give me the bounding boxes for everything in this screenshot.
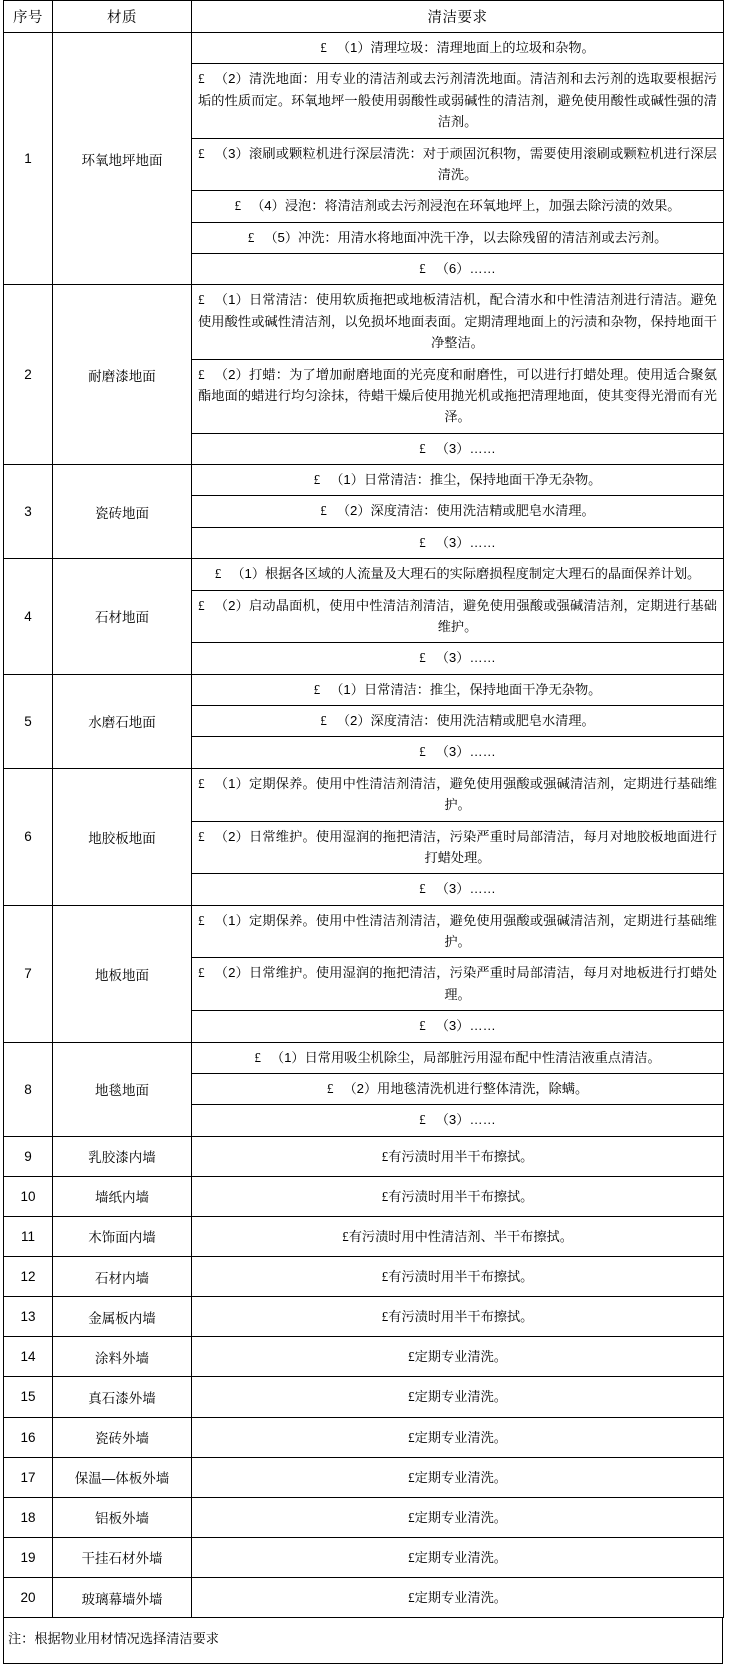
bullet-marker-icon: £ bbox=[381, 1188, 389, 1204]
column-header-requirement: 清洁要求 bbox=[192, 1, 724, 33]
table-row bbox=[4, 285, 724, 465]
cell-sequence: 7 bbox=[4, 905, 53, 1042]
table-row bbox=[4, 768, 724, 905]
cell-sequence: 13 bbox=[4, 1297, 53, 1337]
requirement-item-text bbox=[192, 285, 723, 359]
bullet-marker-icon: £ bbox=[408, 1389, 415, 1405]
requirement-item-text bbox=[192, 254, 723, 285]
cell-requirement bbox=[192, 285, 724, 465]
column-header-seq: 序号 bbox=[4, 1, 53, 33]
requirement-item bbox=[192, 33, 723, 64]
bullet-marker-icon: £ bbox=[381, 1148, 389, 1164]
cell-sequence: 5 bbox=[4, 674, 53, 768]
bullet-marker-icon: £ bbox=[381, 1309, 389, 1325]
table-row bbox=[4, 1216, 724, 1256]
table-header bbox=[4, 1, 724, 33]
requirement-text: 有污渍时用半干布擦拭。 bbox=[388, 1309, 534, 1325]
cell-requirement bbox=[192, 1537, 724, 1577]
table-row bbox=[4, 465, 724, 559]
requirement-item bbox=[192, 706, 723, 737]
requirement-item bbox=[192, 496, 723, 527]
cell-material: 涂料外墙 bbox=[53, 1337, 192, 1377]
requirement-text: （2）打蜡：为了增加耐磨地面的光亮度和耐磨性，可以进行打蜡处理。使用适合聚氨酯地面的蜡进行均匀涂抹，待蜡干燥后使用抛光机或拖把清理地面，使其变得光滑而有光泽。 bbox=[198, 366, 717, 425]
requirement-text: （2）用地毯清洗机进行整体清洗，除螨。 bbox=[343, 1080, 589, 1096]
requirement-text: （1）清理垃圾：清理地面上的垃圾和杂物。 bbox=[336, 40, 595, 55]
requirement-item-text bbox=[192, 433, 723, 464]
cell-material: 玻璃幕墙外墙 bbox=[53, 1578, 192, 1618]
requirement-item-text bbox=[192, 1377, 723, 1416]
requirement-text: （2）深度清洁：使用洗洁精或肥皂水清理。 bbox=[336, 503, 595, 519]
bullet-marker-icon: £ bbox=[254, 1049, 261, 1065]
cell-sequence: 15 bbox=[4, 1377, 53, 1417]
requirement-item-text bbox=[192, 590, 723, 643]
bullet-marker-icon: £ bbox=[408, 1509, 415, 1525]
cell-requirement bbox=[192, 33, 724, 285]
requirement-item-text bbox=[192, 1458, 723, 1497]
cell-sequence: 8 bbox=[4, 1042, 53, 1136]
requirement-text: （3）…… bbox=[435, 1112, 496, 1128]
requirement-item bbox=[192, 465, 723, 496]
bullet-marker-icon: £ bbox=[320, 40, 327, 55]
requirement-text: 定期专业清洗。 bbox=[414, 1429, 507, 1445]
bullet-marker-icon: £ bbox=[408, 1549, 415, 1565]
bullet-marker-icon: £ bbox=[419, 440, 426, 456]
cell-sequence: 20 bbox=[4, 1578, 53, 1618]
column-header-material: 材质 bbox=[53, 1, 192, 33]
cell-sequence: 14 bbox=[4, 1337, 53, 1377]
requirement-item-text bbox=[192, 769, 723, 821]
requirement-item-text bbox=[192, 675, 723, 706]
cell-sequence: 18 bbox=[4, 1497, 53, 1537]
requirement-text: （2）日常维护。使用湿润的拖把清洁，污染严重时局部清洁，每月对地板进行打蜡处理。 bbox=[214, 965, 717, 1002]
requirement-item-text bbox=[192, 559, 723, 590]
requirement-list bbox=[192, 769, 723, 905]
requirement-item bbox=[192, 874, 723, 905]
table-row bbox=[4, 1136, 724, 1176]
cell-requirement bbox=[192, 1337, 724, 1377]
bullet-marker-icon: £ bbox=[419, 881, 426, 897]
bullet-marker-icon: £ bbox=[419, 650, 426, 666]
requirement-item-text bbox=[192, 1538, 723, 1577]
requirement-text: 有污渍时用半干布擦拭。 bbox=[388, 1188, 534, 1204]
requirement-item bbox=[192, 285, 723, 359]
requirement-text: （1）日常清洁：推尘，保持地面干净无杂物。 bbox=[330, 472, 602, 487]
cell-requirement bbox=[192, 1417, 724, 1457]
requirement-item bbox=[192, 1011, 723, 1042]
requirement-list bbox=[192, 906, 723, 1042]
requirement-text: （5）冲洗：用清水将地面冲洗干净，以去除残留的清洁剂或去污剂。 bbox=[264, 229, 668, 245]
bullet-marker-icon: £ bbox=[198, 366, 205, 382]
requirement-text: （3）…… bbox=[435, 744, 496, 760]
cell-material: 铝板外墙 bbox=[53, 1497, 192, 1537]
cell-material: 耐磨漆地面 bbox=[53, 285, 192, 465]
requirement-list bbox=[192, 465, 723, 558]
requirement-item bbox=[192, 222, 723, 253]
table-row bbox=[4, 33, 724, 285]
cell-sequence: 9 bbox=[4, 1136, 53, 1176]
requirement-item-text bbox=[192, 359, 723, 433]
cell-sequence: 1 bbox=[4, 33, 53, 285]
bullet-marker-icon: £ bbox=[313, 681, 321, 697]
requirement-item-text bbox=[192, 222, 723, 253]
cell-sequence: 17 bbox=[4, 1457, 53, 1497]
requirement-text: （3）…… bbox=[435, 650, 496, 666]
cell-material: 金属板内墙 bbox=[53, 1297, 192, 1337]
requirement-text: 有污渍时用半干布擦拭。 bbox=[388, 1269, 534, 1284]
bullet-marker-icon: £ bbox=[408, 1469, 415, 1485]
bullet-marker-icon: £ bbox=[419, 1018, 426, 1034]
requirement-text: （3）…… bbox=[435, 1018, 496, 1034]
cell-requirement bbox=[192, 1216, 724, 1256]
requirement-item bbox=[192, 191, 723, 222]
bullet-marker-icon: £ bbox=[214, 566, 222, 582]
bullet-marker-icon: £ bbox=[342, 1228, 349, 1244]
cell-material: 乳胶漆内墙 bbox=[53, 1136, 192, 1176]
cell-material: 地毯地面 bbox=[53, 1042, 192, 1136]
bullet-marker-icon: £ bbox=[408, 1590, 415, 1605]
requirement-item bbox=[192, 527, 723, 558]
requirement-list bbox=[192, 559, 723, 674]
requirement-item-text bbox=[192, 1337, 723, 1376]
requirement-item-text bbox=[192, 1137, 723, 1176]
requirement-item bbox=[192, 590, 723, 643]
requirement-text: 定期专业清洗。 bbox=[414, 1509, 507, 1525]
requirement-item bbox=[192, 958, 723, 1011]
bullet-marker-icon: £ bbox=[419, 261, 426, 276]
requirement-text: （3）滚刷或颗粒机进行深层清洗：对于顽固沉积物，需要使用滚刷或颗粒机进行深层清洗。 bbox=[214, 145, 717, 182]
cell-material: 真石漆外墙 bbox=[53, 1377, 192, 1417]
cell-sequence: 12 bbox=[4, 1257, 53, 1297]
cell-sequence: 16 bbox=[4, 1417, 53, 1457]
cell-requirement bbox=[192, 768, 724, 905]
table-row bbox=[4, 1176, 724, 1216]
requirement-item-text bbox=[192, 1177, 723, 1216]
cell-sequence: 2 bbox=[4, 285, 53, 465]
requirement-list bbox=[192, 675, 723, 768]
requirement-item-text bbox=[192, 1043, 723, 1074]
requirement-text: 有污渍时用半干布擦拭。 bbox=[388, 1148, 534, 1164]
bullet-marker-icon: £ bbox=[198, 145, 205, 161]
bullet-marker-icon: £ bbox=[419, 744, 426, 760]
table-row bbox=[4, 1578, 724, 1618]
requirement-item-text bbox=[192, 958, 723, 1011]
cell-requirement bbox=[192, 905, 724, 1042]
bullet-marker-icon: £ bbox=[381, 1269, 389, 1284]
requirement-text: （3）…… bbox=[435, 534, 496, 550]
bullet-marker-icon: £ bbox=[408, 1429, 415, 1445]
cell-requirement bbox=[192, 1457, 724, 1497]
bullet-marker-icon: £ bbox=[326, 1080, 334, 1096]
bullet-marker-icon: £ bbox=[198, 71, 205, 87]
cell-material: 石材内墙 bbox=[53, 1257, 192, 1297]
cell-requirement bbox=[192, 1578, 724, 1618]
cell-material: 木饰面内墙 bbox=[53, 1216, 192, 1256]
requirement-text: （1）定期保养。使用中性清洁剂清洁，避免使用强酸或强碱清洁剂，定期进行基础维护。 bbox=[214, 775, 717, 813]
bullet-marker-icon: £ bbox=[320, 713, 327, 728]
requirement-text: 定期专业清洗。 bbox=[414, 1349, 507, 1365]
requirement-item-text bbox=[192, 874, 723, 905]
requirement-item-text bbox=[192, 33, 723, 64]
bullet-marker-icon: £ bbox=[419, 534, 426, 550]
requirement-item bbox=[192, 906, 723, 958]
cell-requirement bbox=[192, 559, 724, 675]
requirement-text: 有污渍时用中性清洁剂、半干布擦拭。 bbox=[348, 1228, 573, 1244]
bullet-marker-icon: £ bbox=[198, 597, 205, 613]
table-row bbox=[4, 1337, 724, 1377]
requirement-item bbox=[192, 821, 723, 874]
requirement-item bbox=[192, 737, 723, 768]
requirement-list bbox=[192, 33, 723, 284]
requirement-item bbox=[192, 138, 723, 191]
bullet-marker-icon: £ bbox=[408, 1349, 415, 1365]
bullet-marker-icon: £ bbox=[419, 1112, 426, 1128]
requirement-item-text bbox=[192, 1498, 723, 1537]
requirement-text: 定期专业清洗。 bbox=[414, 1590, 507, 1605]
table-header-row bbox=[4, 1, 724, 33]
table-note: 注：根据物业用材情况选择清洁要求 bbox=[3, 1618, 723, 1664]
cell-material: 水磨石地面 bbox=[53, 674, 192, 768]
requirement-text: （1）定期保养。使用中性清洁剂清洁，避免使用强酸或强碱清洁剂，定期进行基础维护。 bbox=[214, 912, 717, 949]
cell-requirement bbox=[192, 674, 724, 768]
cell-material: 地板地面 bbox=[53, 905, 192, 1042]
bullet-marker-icon: £ bbox=[198, 965, 205, 981]
requirement-text: （2）清洗地面：用专业的清洁剂或去污剂清洗地面。清洁剂和去污剂的选取要根据污垢的性质而定。环氧地坪一般使用弱酸性或弱碱性的清洁剂，避免使用酸性或碱性强的清洁剂。 bbox=[198, 71, 717, 130]
cell-material: 石材地面 bbox=[53, 559, 192, 675]
requirement-item bbox=[192, 64, 723, 138]
requirement-text: （1）根据各区域的人流量及大理石的实际磨损程度制定大理石的晶面保养计划。 bbox=[231, 566, 701, 582]
requirement-text: （3）…… bbox=[435, 881, 496, 897]
bullet-marker-icon: £ bbox=[234, 198, 242, 214]
table-row bbox=[4, 1537, 724, 1577]
requirement-item bbox=[192, 643, 723, 674]
cell-material: 环氧地坪地面 bbox=[53, 33, 192, 285]
bullet-marker-icon: £ bbox=[313, 472, 321, 487]
requirement-item bbox=[192, 1043, 723, 1074]
requirement-item-text bbox=[192, 906, 723, 958]
table-row bbox=[4, 1257, 724, 1297]
requirement-text: （1）日常清洁：推尘，保持地面干净无杂物。 bbox=[330, 681, 602, 697]
cell-material: 瓷砖外墙 bbox=[53, 1417, 192, 1457]
requirement-item-text bbox=[192, 1418, 723, 1457]
requirement-list bbox=[192, 1043, 723, 1136]
cell-sequence: 6 bbox=[4, 768, 53, 905]
cell-sequence: 11 bbox=[4, 1216, 53, 1256]
cell-requirement bbox=[192, 1042, 724, 1136]
requirement-item bbox=[192, 675, 723, 706]
requirement-item-text bbox=[192, 191, 723, 222]
cell-requirement bbox=[192, 1297, 724, 1337]
requirement-item-text bbox=[192, 64, 723, 138]
cell-requirement bbox=[192, 1377, 724, 1417]
requirement-text: （1）日常清洁：使用软质拖把或地板清洁机，配合清水和中性清洁剂进行清洁。避免使用酸性或碱性清洁剂，以免损坏地面表面。定期清理地面上的污渍和杂物，保持地面干净整洁。 bbox=[198, 292, 717, 351]
cell-material: 墙纸内墙 bbox=[53, 1176, 192, 1216]
requirement-text: （2）深度清洁：使用洗洁精或肥皂水清理。 bbox=[336, 713, 595, 728]
cell-material: 瓷砖地面 bbox=[53, 465, 192, 559]
table-row bbox=[4, 1497, 724, 1537]
requirement-item-text bbox=[192, 737, 723, 768]
bullet-marker-icon: £ bbox=[198, 912, 205, 928]
bullet-marker-icon: £ bbox=[198, 828, 205, 844]
table-row bbox=[4, 674, 724, 768]
requirement-item-text bbox=[192, 465, 723, 496]
requirement-text: 定期专业清洗。 bbox=[414, 1469, 507, 1485]
bullet-marker-icon: £ bbox=[320, 503, 327, 519]
table-row bbox=[4, 905, 724, 1042]
cleaning-requirements-table bbox=[3, 0, 724, 1618]
requirement-item bbox=[192, 1073, 723, 1104]
requirement-item-text bbox=[192, 1257, 723, 1296]
requirement-item-text bbox=[192, 821, 723, 874]
table-row bbox=[4, 1377, 724, 1417]
requirement-item-text bbox=[192, 527, 723, 558]
cell-sequence: 10 bbox=[4, 1176, 53, 1216]
requirement-text: （2）日常维护。使用湿润的拖把清洁，污染严重时局部清洁，每月对地胶板地面进行打蜡处理。 bbox=[214, 828, 717, 865]
requirement-text: （2）启动晶面机，使用中性清洁剂清洁，避免使用强酸或强碱清洁剂，定期进行基础维护。 bbox=[214, 597, 717, 634]
requirement-text: 定期专业清洗。 bbox=[414, 1549, 507, 1565]
requirement-item bbox=[192, 559, 723, 590]
requirement-text: （1）日常用吸尘机除尘，局部脏污用湿布配中性清洁液重点清洁。 bbox=[270, 1049, 661, 1065]
requirement-item bbox=[192, 1105, 723, 1136]
cell-sequence: 4 bbox=[4, 559, 53, 675]
requirement-item bbox=[192, 769, 723, 821]
bullet-marker-icon: £ bbox=[198, 775, 205, 791]
requirement-item-text bbox=[192, 1217, 723, 1256]
requirement-item-text bbox=[192, 706, 723, 737]
requirement-item bbox=[192, 433, 723, 464]
cell-requirement bbox=[192, 1136, 724, 1176]
requirement-text: 定期专业清洗。 bbox=[414, 1389, 507, 1405]
requirement-text: （3）…… bbox=[435, 440, 496, 456]
cell-requirement bbox=[192, 1257, 724, 1297]
cell-material: 地胶板地面 bbox=[53, 768, 192, 905]
cell-material: 保温—体板外墙 bbox=[53, 1457, 192, 1497]
requirement-list bbox=[192, 285, 723, 464]
table-row bbox=[4, 559, 724, 675]
requirement-item-text bbox=[192, 1105, 723, 1136]
requirement-item-text bbox=[192, 1578, 723, 1617]
requirement-item-text bbox=[192, 1297, 723, 1336]
bullet-marker-icon: £ bbox=[198, 292, 205, 308]
table-body bbox=[4, 33, 724, 1618]
cell-sequence: 19 bbox=[4, 1537, 53, 1577]
cell-requirement bbox=[192, 1497, 724, 1537]
requirement-item-text bbox=[192, 643, 723, 674]
cell-material: 干挂石材外墙 bbox=[53, 1537, 192, 1577]
cell-requirement bbox=[192, 1176, 724, 1216]
requirement-text: （4）浸泡：将清洁剂或去污剂浸泡在环氧地坪上，加强去除污渍的效果。 bbox=[251, 198, 681, 214]
requirement-item bbox=[192, 359, 723, 433]
table-row bbox=[4, 1042, 724, 1136]
table-row bbox=[4, 1417, 724, 1457]
requirement-item-text bbox=[192, 1011, 723, 1042]
requirement-text: （6）…… bbox=[435, 261, 496, 276]
requirement-item-text bbox=[192, 1073, 723, 1104]
cell-sequence: 3 bbox=[4, 465, 53, 559]
cell-requirement bbox=[192, 465, 724, 559]
table-row bbox=[4, 1457, 724, 1497]
requirement-item bbox=[192, 254, 723, 285]
requirement-item-text bbox=[192, 496, 723, 527]
bullet-marker-icon: £ bbox=[247, 229, 255, 245]
table-row bbox=[4, 1297, 724, 1337]
requirement-item-text bbox=[192, 138, 723, 191]
